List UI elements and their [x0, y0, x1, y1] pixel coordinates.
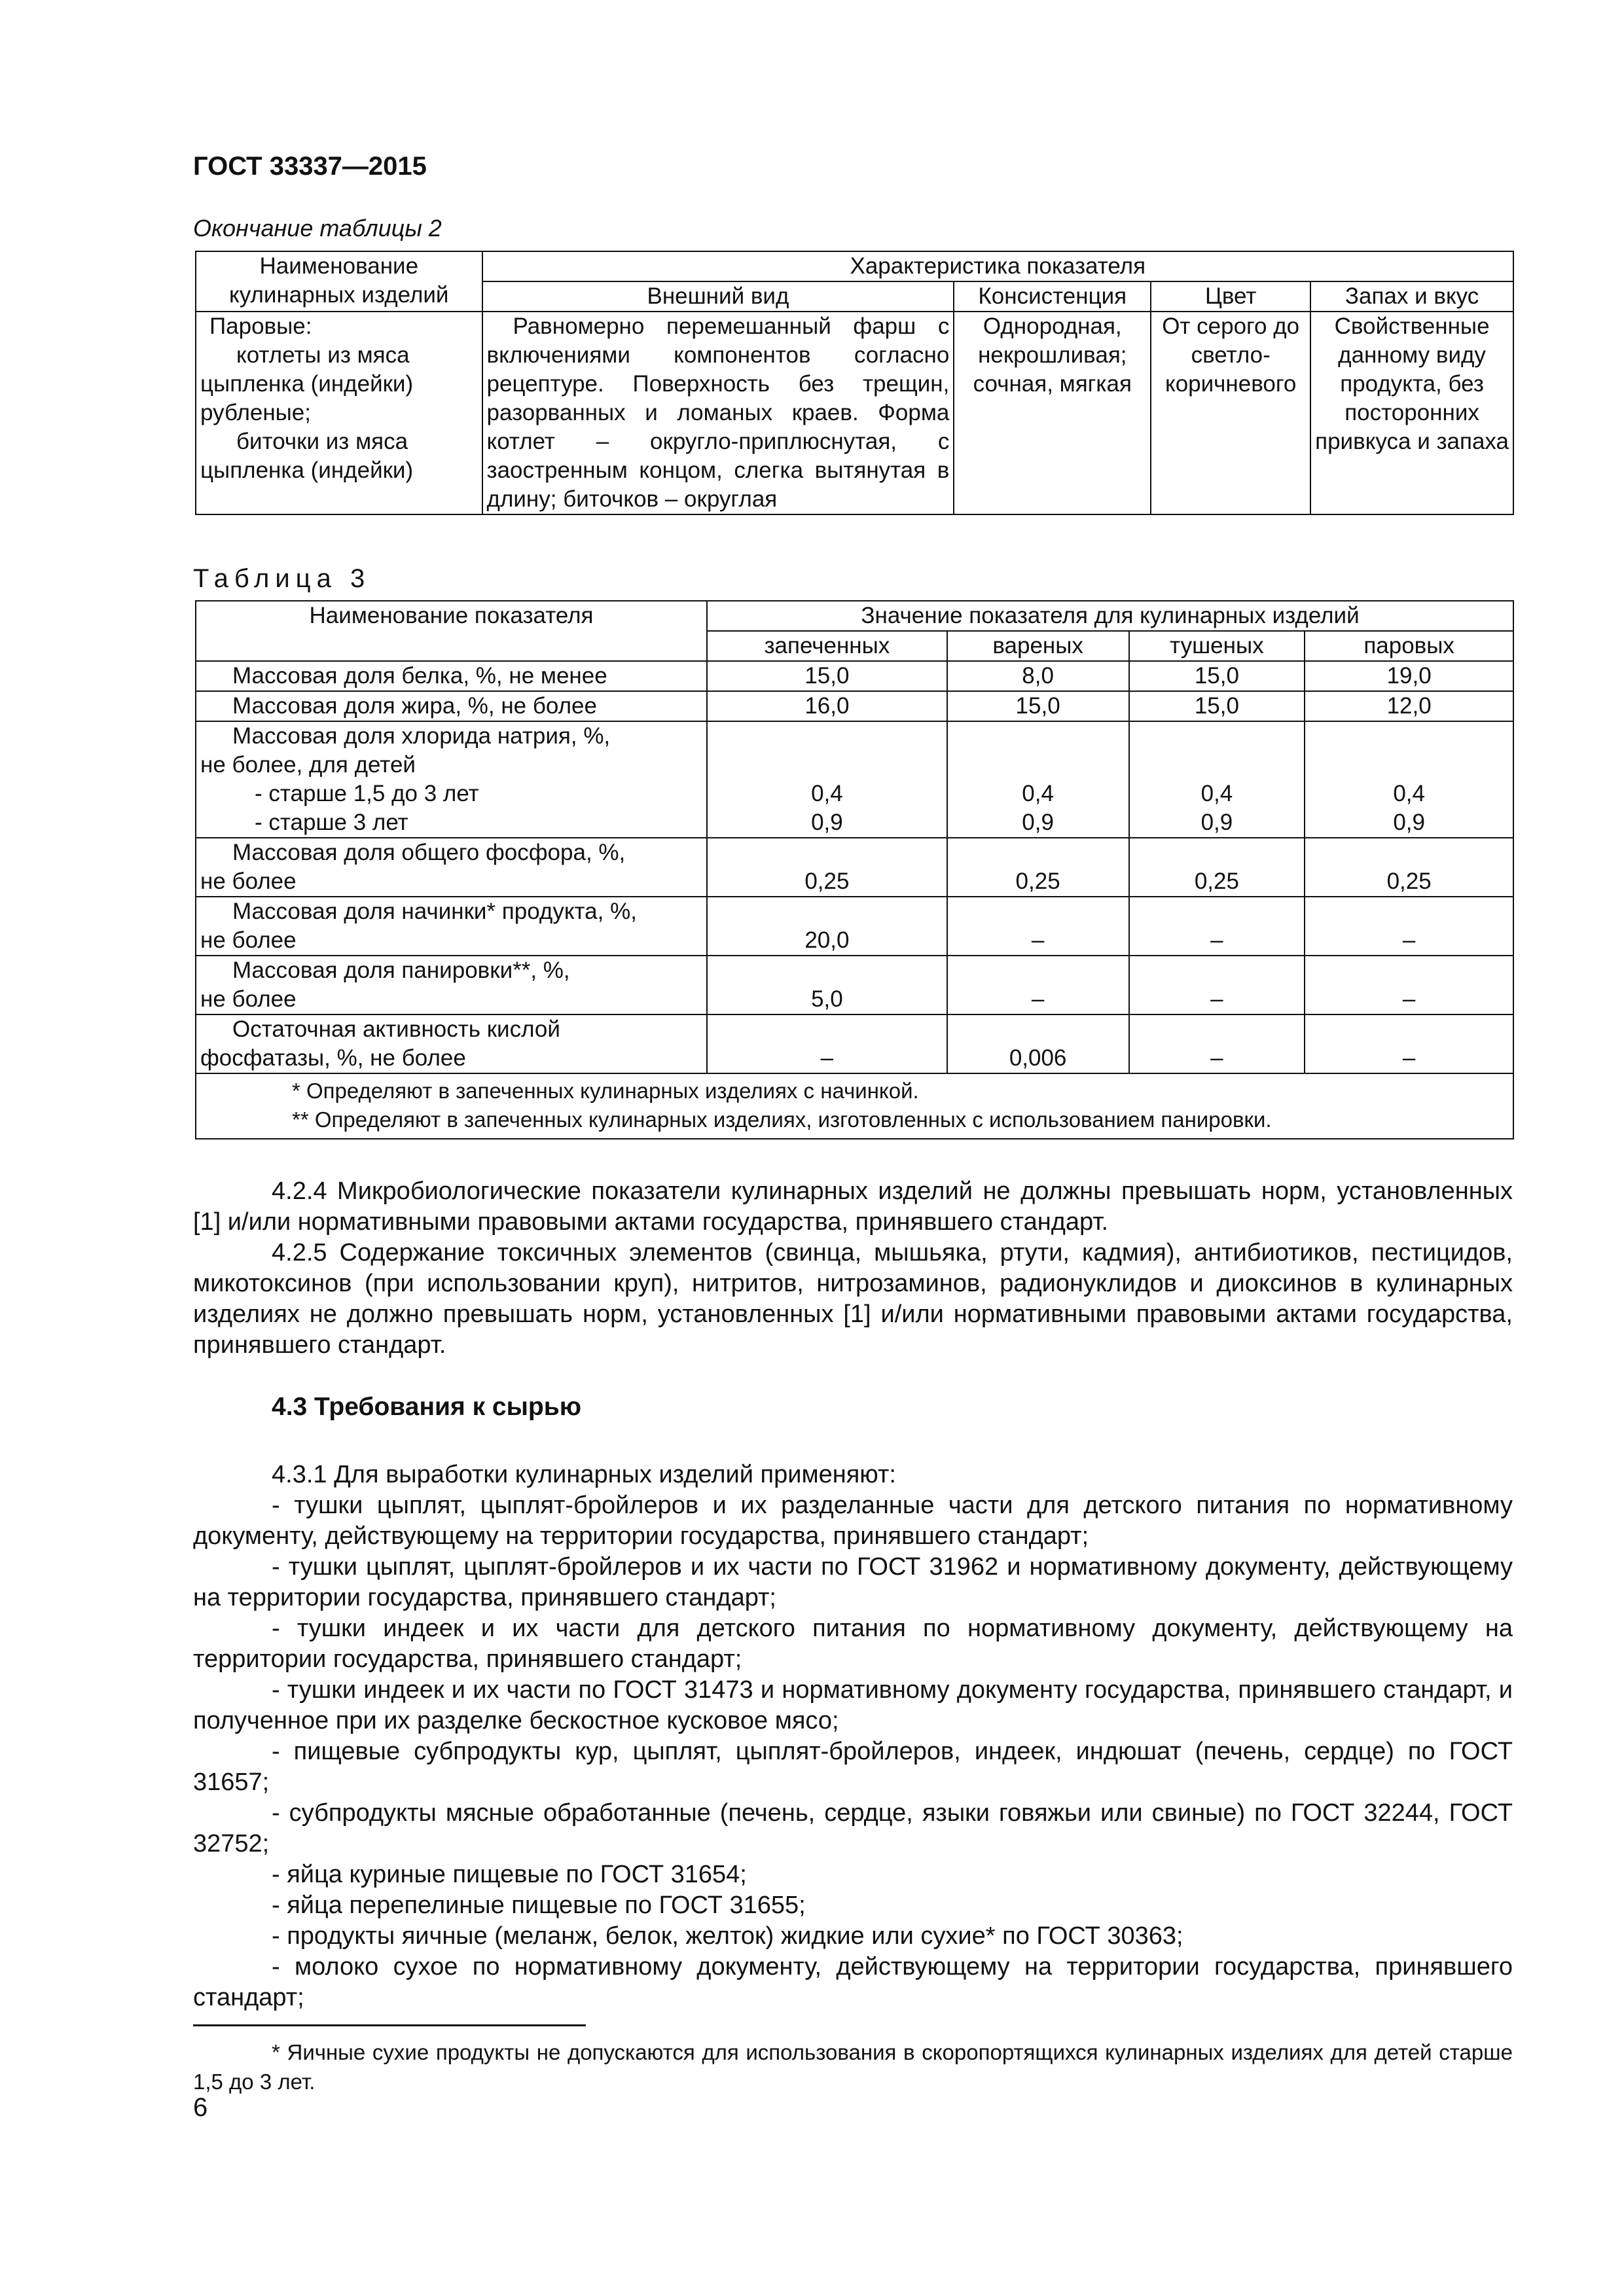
list-item: - тушки цыплят, цыплят-бройлеров и их части по ГОСТ 31962 и нормативному документу, действующему на территории государства, принявшего стандарт;	[193, 1553, 1513, 1611]
t3-cell: –	[1129, 956, 1305, 1014]
t3-cell: 0,25	[947, 838, 1129, 897]
t2-name-line: Паровые:	[209, 314, 312, 339]
page-number: 6	[193, 2093, 208, 2122]
t3-note: * Определяют в запеченных кулинарных изделиях с начинкой.	[292, 1079, 919, 1103]
t3-cell	[707, 721, 947, 838]
t3-cell: 12,0	[1305, 691, 1513, 721]
table-3	[195, 600, 1514, 1139]
t3-cell: –	[1305, 956, 1513, 1014]
section-title: 4.3 Требования к сырью	[272, 1393, 582, 1421]
t3-cell: –	[947, 956, 1129, 1014]
table-row	[196, 956, 1513, 1014]
list-item: - тушки индеек и их части по ГОСТ 31473 и нормативному документу государства, принявшего стандарт, и полученное при их разделке бескостное кусковое мясо;	[193, 1676, 1513, 1734]
list-item: - тушки цыплят, цыплят-бройлеров и их разделанные части для детского питания по нормативному документу, действующему на территории государства, принявшего стандарт;	[193, 1492, 1513, 1550]
t3-cell	[1129, 721, 1305, 838]
t3-value: 0,9	[1200, 810, 1233, 835]
t2-head-group: Характеристика показателя	[482, 251, 1513, 281]
table-row	[196, 1014, 1513, 1073]
t3-value: 0,9	[1022, 810, 1054, 835]
t2-consistency: Однородная, некрошливая; сочная, мягкая	[954, 312, 1151, 514]
t3-cell: 5,0	[707, 956, 947, 1014]
list-item: - яйца перепелиные пищевые по ГОСТ 31655;	[272, 1892, 806, 1919]
table-2	[195, 251, 1514, 515]
paragraphs-block	[193, 1176, 1513, 1361]
t2-smell: Свойственные данному виду продукта, без посторонних привкуса и запаха	[1310, 312, 1513, 514]
t3-cell: 15,0	[1129, 691, 1305, 721]
t3-value: 0,4	[811, 781, 843, 806]
table3-caption: Таблица 3	[193, 564, 371, 593]
table-row	[196, 691, 1513, 721]
t2-col-color: Цвет	[1151, 281, 1310, 312]
t3-row-label	[196, 838, 707, 897]
t3-cell: –	[1129, 897, 1305, 956]
t3-cell	[947, 721, 1129, 838]
list-item: - молоко сухое по нормативному документу, действующему на территории государства, принявшего стандарт;	[193, 1953, 1513, 2011]
t2-name-line: рубленые;	[200, 400, 312, 425]
list-item: - продукты яичные (меланж, белок, желток) жидкие или сухие* по ГОСТ 30363;	[272, 1922, 1183, 1950]
t3-label-line: Массовая доля общего фосфора, %,	[232, 840, 626, 865]
t3-value: 0,4	[1393, 781, 1425, 806]
t3-cell: 15,0	[1129, 661, 1305, 691]
table-row	[196, 897, 1513, 956]
t3-label-line: Остаточная активность кислой	[232, 1016, 560, 1042]
t2-col-smell: Запах и вкус	[1310, 281, 1513, 312]
t3-row-label: Массовая доля жира, %, не более	[196, 691, 707, 721]
t3-value: 0,9	[811, 810, 843, 835]
t3-cell: –	[707, 1014, 947, 1073]
t3-cell: –	[947, 897, 1129, 956]
t2-name-line: котлеты из мяса	[236, 342, 410, 368]
footnote-divider	[193, 2024, 586, 2026]
footnote: * Яичные сухие продукты не допускаются для использования в скоропортящихся кулинарных изделиях для детей старше 1,5 до 3 лет.	[193, 2040, 1513, 2094]
t3-label-line: не более	[200, 869, 297, 894]
list-intro: 4.3.1 Для выработки кулинарных изделий применяют:	[272, 1461, 896, 1488]
list-item: - тушки индеек и их части для детского питания по нормативному документу, действующему на территории государства, принявшего стандарт;	[193, 1615, 1513, 1673]
t3-cell: 15,0	[707, 661, 947, 691]
list-item: - яйца куриные пищевые по ГОСТ 31654;	[272, 1861, 747, 1888]
t2-appearance: Равномерно перемешанный фарш с включениями компонентов согласно рецептуре. Поверхность без трещин, разорванных и ломаных краев. Форма котлет – округло-приплюснутая, с заостренным концом, слегка вытянутая в длину; биточков – округлая	[482, 312, 954, 514]
t3-cell: 16,0	[707, 691, 947, 721]
table-row	[196, 661, 1513, 691]
t3-row-label	[196, 956, 707, 1014]
t3-cell: 0,006	[947, 1014, 1129, 1073]
t3-cell: 15,0	[947, 691, 1129, 721]
t3-col-stewed: тушеных	[1129, 631, 1305, 661]
t3-cell: 20,0	[707, 897, 947, 956]
t3-cell: 0,25	[1305, 838, 1513, 897]
t3-label-line: - старше 1,5 до 3 лет	[255, 781, 479, 806]
t2-name-line: цыпленка (индейки)	[200, 457, 414, 483]
t3-label-line: фосфатазы, %, не более	[200, 1045, 466, 1071]
t3-note: ** Определяют в запеченных кулинарных изделиях, изготовленных с использованием панировки.	[292, 1107, 1272, 1132]
t2-col-consistency: Консистенция	[954, 281, 1151, 312]
t3-row-label	[196, 721, 707, 838]
t3-col-baked: запеченных	[707, 631, 947, 661]
paragraph-4-2-4: 4.2.4 Микробиологические показатели кулинарных изделий не должны превышать норм, установленных [1] и/или нормативными правовыми актами государства, принявшего стандарт.	[193, 1177, 1513, 1236]
list-item: - пищевые субпродукты кур, цыплят, цыплят-бройлеров, индеек, индюшат (печень, сердце) по ГОСТ 31657;	[193, 1738, 1513, 1796]
t3-label-line: не более	[200, 986, 297, 1012]
t3-cell	[1305, 721, 1513, 838]
t3-cell: 0,25	[707, 838, 947, 897]
t3-label-line: не более	[200, 927, 297, 953]
t3-label-line: не более, для детей	[200, 752, 416, 778]
t3-head-name: Наименование показателя	[196, 601, 707, 661]
t3-col-boiled: вареных	[947, 631, 1129, 661]
t3-head-group: Значение показателя для кулинарных изделий	[707, 601, 1513, 631]
t3-label-line: Массовая доля хлорида натрия, %,	[232, 723, 611, 749]
t2-col-appearance: Внешний вид	[482, 281, 954, 312]
table2-caption: Окончание таблицы 2	[193, 215, 442, 242]
t2-name-line: биточки из мяса	[236, 429, 408, 454]
t2-color: От серого до светло-коричневого	[1151, 312, 1310, 514]
list-item: - субпродукты мясные обработанные (печень, сердце, языки говяжьи или свиные) по ГОСТ 32244, ГОСТ 32752;	[193, 1799, 1513, 1857]
t3-cell: 8,0	[947, 661, 1129, 691]
t3-row-label: Массовая доля белка, %, не менее	[196, 661, 707, 691]
t3-cell: –	[1305, 1014, 1513, 1073]
table-row	[196, 838, 1513, 897]
t2-row-name	[196, 312, 482, 514]
t3-label-line: Массовая доля панировки**, %,	[232, 958, 570, 983]
table-row	[196, 721, 1513, 838]
paragraph-4-2-5: 4.2.5 Содержание токсичных элементов (свинца, мышьяка, ртути, кадмия), антибиотиков, пестицидов, микотоксинов (при использовании круп), нитритов, нитрозаминов, радионуклидов и диоксинов в кулинарных изделиях не должно превышать норм, установленных [1] и/или нормативными правовыми актами государства, принявшего стандарт.	[193, 1239, 1513, 1359]
t3-value: 0,4	[1200, 781, 1233, 806]
t3-cell: –	[1129, 1014, 1305, 1073]
t3-cell: 19,0	[1305, 661, 1513, 691]
t2-head-name: Наименование кулинарных изделий	[196, 251, 482, 312]
t3-value: 0,9	[1393, 810, 1425, 835]
t2-name-line: цыпленка (индейки)	[200, 371, 414, 397]
t3-row-label	[196, 1014, 707, 1073]
raw-materials-list	[193, 1460, 1513, 2013]
t3-col-steamed: паровых	[1305, 631, 1513, 661]
t3-cell: 0,25	[1129, 838, 1305, 897]
t3-notes	[196, 1073, 1513, 1139]
t3-cell: –	[1305, 897, 1513, 956]
t3-value: 0,4	[1022, 781, 1054, 806]
t3-label-line: - старше 3 лет	[255, 810, 408, 835]
t3-label-line: Массовая доля начинки* продукта, %,	[232, 899, 637, 924]
standard-code: ГОСТ 33337—2015	[193, 152, 427, 181]
t3-row-label	[196, 897, 707, 956]
